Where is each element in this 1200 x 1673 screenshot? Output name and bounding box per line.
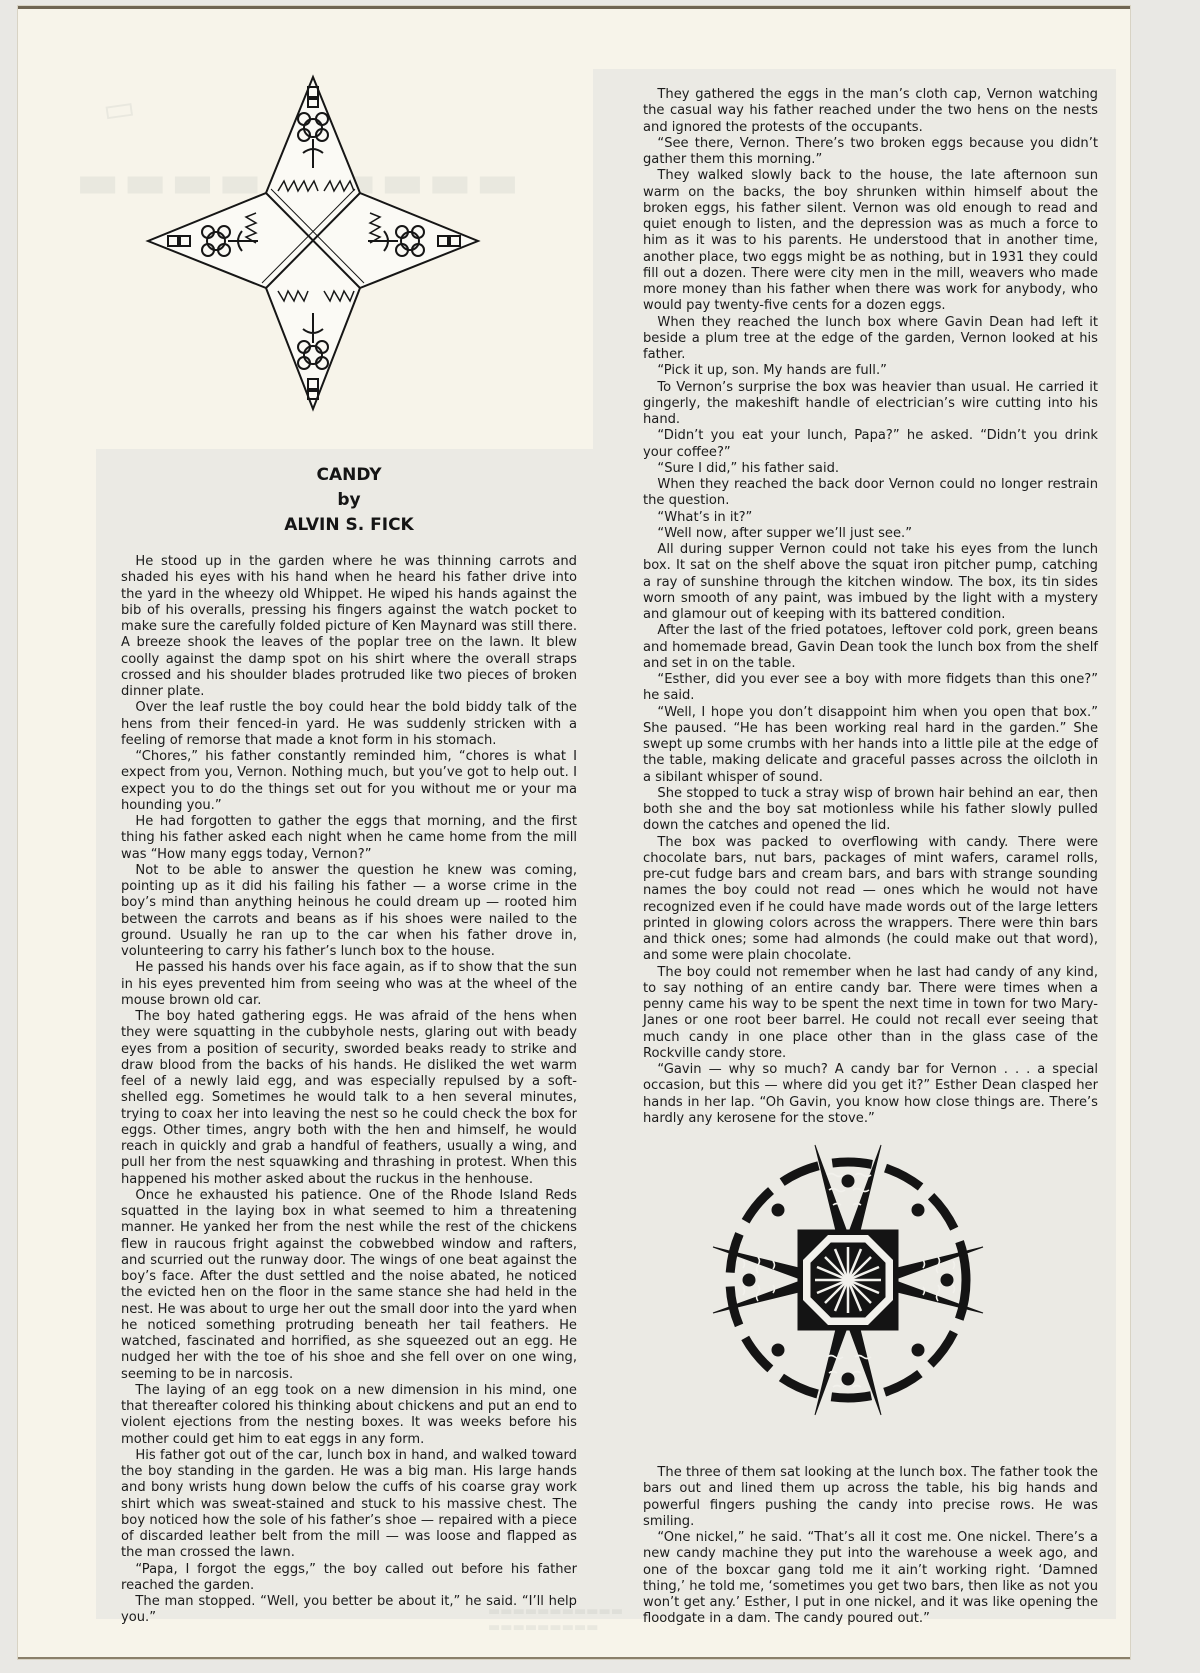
paragraph: Once he exhausted his patience. One of the Rhode Island Reds squatted in the laying box in what seemed to him a threatening manner. He yanked her from the nest while the rest of the chickens flew in raucous fright against the cobwebbed window and rafters, and scurried out the runway door. The wings of one beat against the boy’s face. After the dust settled and the noise abated, he noticed the evicted hen on the floor in the same stance she had held in the nest. He was about to urge her out the small door into the yard when he noticed something protruding beneath her tail feathers. He watched, fascinated and horrified, as she squeezed out an egg. He nudged her with the toe of his shoe and she fell over on one wing, seeming to be in narcosis. xyxy=(121,1187,577,1382)
paragraph: They gathered the eggs in the man’s cloth cap, Vernon watching the casual way his father reached under the two hens on the nests and ignored the protests of the occupants. xyxy=(643,87,1098,135)
paragraph: The box was packed to overflowing with candy. There were chocolate bars, nut bars, packages of mint wafers, caramel rolls, pre-cut fudge bars and cream bars, and bars with strange sounding names the boy could not read — ones which he would not have recognized even if he could have made words out of the large letters printed in glowing colors across the wrappers. There were thin bars and thick ones; some had almonds (he could make out that word), and some were plain chocolate. xyxy=(643,834,1098,964)
paragraph: Over the leaf rustle the boy could hear the bold biddy talk of the hens from their fenced-in yard. He was suddenly stricken with a feeling of remorse that made a knot form in his stomach. xyxy=(121,700,577,748)
bleed-through-received-stamp: ▭ xyxy=(100,86,138,132)
paragraph: He passed his hands over his face again, as if to show that the sun in his eyes prevented him from seeing who was at the wheel of the mouse brown old car. xyxy=(121,960,577,1008)
eight-point-star-illustration xyxy=(703,1135,993,1425)
paragraph: “Chores,” his father constantly reminded him, “chores is what I expect from you, Vernon. Nothing much, but you’ve got to help out. I expect you to do the things set out for you without me or your ma hounding you.” xyxy=(121,749,577,813)
paragraph: All during supper Vernon could not take his eyes from the lunch box. It sat on the shelf above the squat iron pitcher pump, catching a ray of sunshine through the kitchen window. The box, its tin sides worn smooth of any paint, was imbued by the light with a mystery and glamour out of keeping with its battered condition. xyxy=(643,542,1098,622)
floral-star-illustration xyxy=(138,73,488,413)
article-author: ALVIN S. FICK xyxy=(284,515,414,535)
article-title: CANDY xyxy=(316,465,382,485)
paragraph: When they reached the back door Vernon could no longer restrain the question. xyxy=(643,477,1098,509)
paragraph: “Sure I did,” his father said. xyxy=(657,460,840,476)
paragraph: “Esther, did you ever see a boy with more fidgets than this one?” he said. xyxy=(643,672,1098,704)
paragraph: The three of them sat looking at the lunch box. The father took the bars out and lined them up across the table, his big hands and powerful fingers pushing the candy into precise rows. He was smiling. xyxy=(643,1465,1098,1529)
paragraph: “Well, I hope you don’t disappoint him when you open that box.” She paused. “He has been working real hard in the garden.” She swept up some crumbs with her hands into a little pile at the edge of the table, making delicate and graceful passes across the oilcloth in a sibilant whisper of sound. xyxy=(643,704,1098,785)
bleed-through-caption: ▬▬▬▬▬▬▬▬▬ xyxy=(488,1620,599,1635)
left-column-text xyxy=(121,554,577,1627)
paragraph: They walked slowly back to the house, the late afternoon sun warm on the backs, the boy shrunken within himself about the broken eggs, his father silent. Vernon was old enough to read and quiet enough to listen, and the depression was as much a force to him as it was to his parents. He understood that in another time, another place, two eggs might be as nothing, but in 1931 they could fill out a dozen. There were city men in the mill, weavers who made more money than his father when there was work for anybody, who would pay twenty-five cents for a dozen eggs. xyxy=(643,168,1098,314)
paragraph: “See there, Vernon. There’s two broken eggs because you didn’t gather them this morning.” xyxy=(643,135,1098,167)
paragraph: “Papa, I forgot the eggs,” the boy called out before his father reached the garden. xyxy=(121,1561,577,1593)
right-column-text xyxy=(643,87,1098,1127)
magazine-page xyxy=(18,6,1130,1659)
paragraph: The boy could not remember when he last had candy of any kind, to say nothing of an entire candy bar. There were times when a penny came his way to be spent the next time in town for two Mary-Janes or one root beer barrel. He could not recall ever seeing that much candy in one place other than in the glass case of the Rockville candy store. xyxy=(643,964,1098,1061)
paragraph: “Well now, after supper we’ll just see.” xyxy=(657,525,912,541)
bleed-through-headline: ▬▬▬▬ ▬▬▬▬▬ xyxy=(76,154,524,208)
paragraph: To Vernon’s surprise the box was heavier than usual. He carried it gingerly, the makeshift handle of electrician’s wire cutting into his hand. xyxy=(643,379,1098,427)
paragraph: He stood up in the garden where he was thinning carrots and shaded his eyes with his hand when he heard his father drive into the yard in the wheezy old Whippet. He wiped his hands against the bib of his overalls, pressing his fingers against the watch pocket to make sure the carefully folded picture of Ken Maynard was still there. A breeze shook the leaves of the poplar tree on the lawn. It blew coolly against the damp spot on his shirt where the overall straps crossed and his shoulder blades protruded like two pieces of broken dinner plate. xyxy=(121,554,577,699)
paragraph: The boy hated gathering eggs. He was afraid of the hens when they were squatting in the cubbyhole nests, glaring out with beady eyes from a position of security, sworded beaks ready to strike and draw blood from the backs of his hands. He disliked the wet warm feel of a newly laid egg, and was especially repulsed by a soft-shelled egg. Sometimes he would talk to a hen several minutes, trying to coax her into leaving the nest so he could check the box for eggs. Other times, angry both with the hen and himself, he would reach in quickly and grab a handful of feathers, usually a wing, and pull her from the nest squawking and thrashing in protest. When this happened his mother asked about the ruckus in the henhouse. xyxy=(121,1009,577,1187)
paragraph: After the last of the fried potatoes, leftover cold pork, green beans and homemade bread, Gavin Dean took the lunch box from the shelf and set in on the table. xyxy=(643,623,1098,671)
paragraph: “Pick it up, son. My hands are full.” xyxy=(657,363,887,379)
paragraph: “One nickel,” he said. “That’s all it cost me. One nickel. There’s a new candy machine they put into the warehouse a week ago, and one of the boxcar gang told me it ain’t working right. ‘Damned thing,’ he told me, ‘sometimes you get two bars, then like as not you won’t get any.’ Esther, I put in one nickel, and it was like opening the floodgate in a dam. The candy poured out.” xyxy=(643,1530,1098,1627)
paragraph: His father got out of the car, lunch box in hand, and walked toward the boy standing in the garden. He was a big man. His large hands and bony wrists hung down below the cuffs of his coarse gray work shirt which was sweat-stained and stuck to his massive chest. The boy noticed how the sole of his father’s shoe — repaired with a piece of discarded leather belt from the mill — was loose and flapped as the man crossed the lawn. xyxy=(121,1447,577,1561)
paragraph: When they reached the lunch box where Gavin Dean had left it beside a plum tree at the edge of the garden, Vernon looked at his father. xyxy=(643,314,1098,362)
paragraph: “Didn’t you eat your lunch, Papa?” he asked. “Didn’t you drink your coffee?” xyxy=(643,428,1098,460)
paragraph: Not to be able to answer the question he knew was coming, pointing up as it did his failing his father — a worse crime in the boy’s mind than anything heinous he could dream up — rooted him between the carrots and beans as if his shoes were nailed to the ground. Usually he ran up to the car when his father drove in, volunteering to carry his father’s lunch box to the house. xyxy=(121,862,577,959)
paragraph: She stopped to tuck a stray wisp of brown hair behind an ear, then both she and the boy sat motionless while his father slowly pulled down the catches and opened the lid. xyxy=(643,785,1098,834)
paragraph: The man stopped. “Well, you better be about it,” he said. “I’ll help you.” xyxy=(121,1594,577,1626)
paragraph: “Gavin — why so much? A candy bar for Vernon . . . a special occasion, but this — where did you get it?” Esther Dean clasped her hands in her lap. “Oh Gavin, you know how close things are. There’s hardly any kerosene for the stove.” xyxy=(643,1062,1098,1126)
article-heading xyxy=(121,463,577,538)
paragraph: The laying of an egg took on a new dimension in his mind, one that thereafter colored his thinking about chickens and put an end to violent ejections from the nesting boxes. It was weeks before his mother could get him to eat eggs in any form. xyxy=(121,1382,577,1447)
paragraph: “What’s in it?” xyxy=(657,509,753,525)
byline-by: by xyxy=(337,490,361,510)
right-column-bottom-text xyxy=(643,1465,1098,1628)
paragraph: He had forgotten to gather the eggs that morning, and the first thing his father asked each night when he came home from the mill was “How many eggs today, Vernon?” xyxy=(121,814,577,862)
star-outline xyxy=(148,77,478,409)
